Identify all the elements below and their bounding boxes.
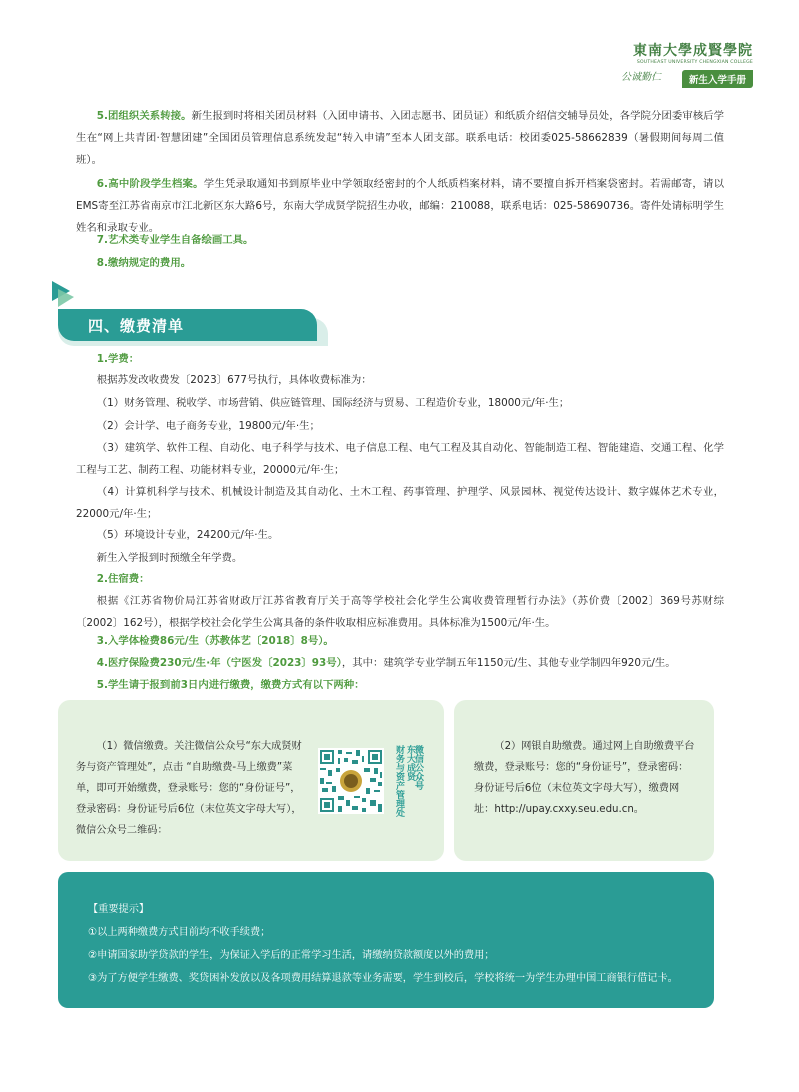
item-7	[76, 229, 724, 251]
notice-item-2: ②申请国家助学贷款的学生，为保证入学后的正常学习生活，请缴纳贷款额度以外的费用；	[88, 950, 495, 961]
tuition-row-4: （4）计算机科学与技术、机械设计制造及其自动化、土木工程、药事管理、护理学、风景园林、视觉传达设计、数字媒体艺术专业，22000元/年·生；	[76, 486, 724, 520]
exam-fee	[76, 630, 724, 652]
item-5-body: 新生报到时将相关团员材料（入团申请书、入团志愿书、团员证）和纸质介绍信交辅导员处，各学院分团委审核后学生在“网上共青团·智慧团建”全国团员管理信息系统发起“转入申请”至本人团支部。联系电话：校团委025-58662839（暑假期间每周二值班）。	[76, 110, 724, 166]
school-name-en: SOUTHEAST UNIVERSITY CHENGXIAN COLLEGE	[636, 60, 753, 65]
qr-label-line-1: 东大成贤	[405, 745, 415, 781]
tuition-intro: 根据苏发改收费发〔2023〕677号执行，具体收费标准为：	[96, 374, 372, 386]
qr-label-line-3: 微信公众号	[413, 745, 423, 790]
item-5	[76, 105, 724, 171]
tuition-row-2: （2）会计学、电子商务专业，19800元/年·生；	[96, 420, 320, 432]
tuition-row-3: （3）建筑学、软件工程、自动化、电子科学与技术、电子信息工程、电气工程及其自动化、智能制造工程、智能建造、交通工程、化学工程与工艺、制药工程、功能材料专业，20000元/年·生；	[76, 442, 724, 476]
section-banner	[58, 309, 317, 341]
housing-body: 根据《江苏省物价局江苏省财政厅江苏省教育厅关于高等学校社会化学生公寓收费管理暂行办法》（苏价费〔2002〕369号苏财综〔2002〕162号），根据学校社会化学生公寓具备的条件收取相应标准费用。具体标准为1500元/年·生。	[76, 595, 724, 629]
item-7-title: 7.艺术类专业学生自备绘画工具。	[96, 234, 254, 246]
important-notice-box	[58, 872, 714, 1008]
qr-label-line-2: 财务与资产管理处	[394, 745, 404, 817]
insurance-fee-heading: 4.医疗保险费230元/生·年（宁医发〔2023〕93号）	[96, 657, 342, 669]
item-8-title: 8.缴纳规定的费用。	[96, 257, 192, 269]
handbook-tag: 新生入学手册	[682, 70, 753, 88]
tuition-row-5: （5）环境设计专业，24200元/年·生。	[96, 529, 279, 541]
school-logo	[613, 40, 753, 90]
tuition-note: 新生入学报到时预缴全年学费。	[96, 552, 243, 564]
insurance-fee-body: ，其中：建筑学专业学制五年1150元/生、其他专业学制四年920元/生。	[341, 657, 676, 669]
exam-fee-text: 3.入学体检费86元/生（苏教体艺〔2018〕8号）。	[96, 635, 334, 647]
notice-item-3: ③为了方便学生缴费、奖贷困补发放以及各项费用结算退款等业务需要，学生到校后，学校将统一为学生办理中国工商银行借记卡。	[88, 973, 678, 984]
school-motto: 公诚勤仁	[621, 72, 661, 83]
item-6-title: 6.高中阶段学生档案。	[96, 178, 204, 190]
school-name-cn: 東南大學成賢學院	[633, 43, 753, 59]
tuition-heading-text: 1.学费：	[96, 353, 140, 365]
housing-heading	[76, 568, 724, 590]
payment-heading	[76, 674, 724, 696]
payment-heading-text: 5.学生请于报到前3日内进行缴费，缴费方式有以下两种：	[96, 679, 365, 691]
insurance-fee	[76, 652, 724, 674]
notice-title: 【重要提示】	[88, 904, 150, 915]
play-arrow-icon	[52, 281, 74, 307]
wechat-payment-text: （1）微信缴费。关注微信公众号“东大成贤财务与资产管理处”，点击 “自助缴费-马上缴费”菜单，即可开始缴费，登录账号：您的“身份证号”，登录密码：身份证号后6位（末位英文字母大写），微信公众号二维码：	[76, 741, 302, 836]
wechat-qr-code[interactable]	[318, 748, 384, 814]
housing-heading-text: 2.住宿费：	[96, 573, 150, 585]
item-6-body: 学生凭录取通知书到原毕业中学领取经密封的个人纸质档案材料，请不要擅自拆开档案袋密封。若需邮寄，请以EMS寄至江苏省南京市江北新区东大路6号，东南大学成贤学院招生办收，邮编：210088，联系电话：025-58690736。寄件处请标明学生姓名和录取专业。	[76, 178, 724, 234]
item-8	[76, 252, 724, 274]
tuition-row-1: （1）财务管理、税收学、市场营销、供应链管理、国际经济与贸易、工程造价专业，18000元/年·生；	[96, 397, 570, 409]
bank-payment-text: （2）网银自助缴费。通过网上自助缴费平台缴费，登录账号：您的“身份证号”，登录密码：身份证号后6位（末位英文字母大写），缴费网址：http://upay.cxxy.seu.edu.cn。	[474, 741, 695, 815]
section-title: 四、缴费清单	[88, 317, 185, 335]
item-5-title: 5.团组织关系转接。	[96, 110, 192, 122]
tuition-heading	[76, 348, 724, 370]
notice-item-1: ①以上两种缴费方式目前均不收手续费；	[88, 927, 271, 938]
